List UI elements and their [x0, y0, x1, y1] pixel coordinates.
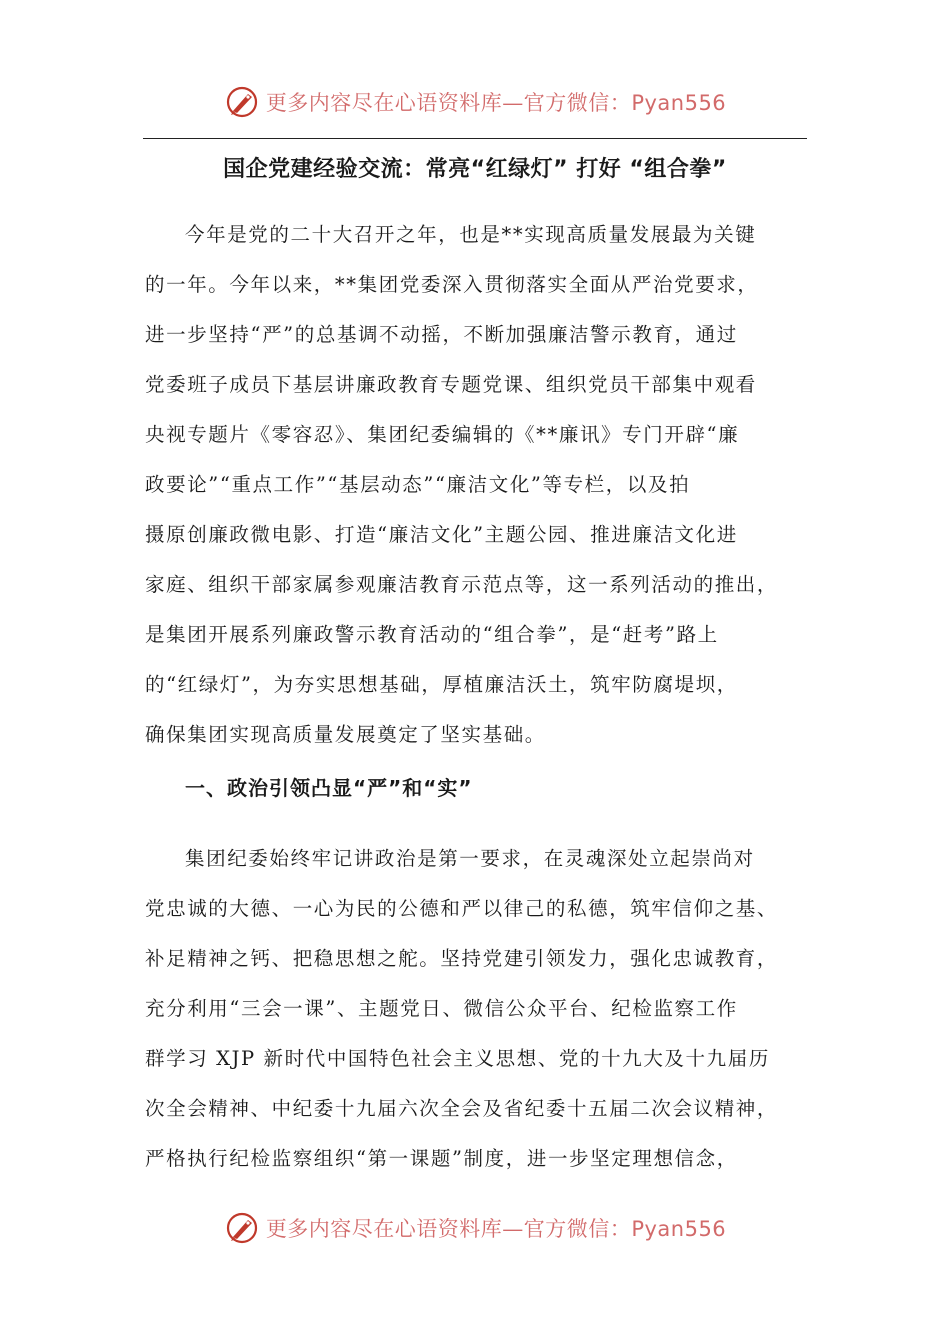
pen-nib-logo-icon: [224, 1210, 260, 1246]
paragraph-line: 次全会精神、中纪委十九届六次全会及省纪委十五届二次会议精神，: [145, 1097, 779, 1120]
paragraph-line: 群学习 XJP 新时代中国特色社会主义思想、党的十九大及十九届历: [145, 1047, 770, 1070]
watermark-text: 更多内容尽在心语资料库—官方微信：Pyan556: [265, 91, 727, 115]
paragraph-1: [145, 210, 825, 760]
document-title: 国企党建经验交流：常亮“红绿灯” 打好 “组合拳”: [223, 157, 727, 182]
paragraph-line: 进一步坚持“严”的总基调不动摇，不断加强廉洁警示教育，通过: [145, 323, 738, 346]
paragraph-line: 确保集团实现高质量发展奠定了坚实基础。: [145, 723, 546, 746]
paragraph-line: 集团纪委始终牢记讲政治是第一要求，在灵魂深处立起崇尚对: [185, 847, 755, 870]
paragraph-line: 充分利用“三会一课”、主题党日、微信公众平台、纪检监察工作: [145, 997, 738, 1020]
paragraph-line: 家庭、组织干部家属参观廉洁教育示范点等，这一系列活动的推出，: [145, 573, 779, 596]
paragraph-line: 补足精神之钙、把稳思想之舵。坚持党建引领发力，强化忠诚教育，: [145, 947, 779, 970]
footer-watermark: [0, 1208, 950, 1248]
paragraph-line: 党委班子成员下基层讲廉政教育专题党课、组织党员干部集中观看: [145, 373, 757, 396]
paragraph-2: [145, 834, 825, 1184]
watermark-wechat-id: Pyan556: [631, 1217, 727, 1241]
pen-nib-logo-icon: [224, 84, 260, 120]
paragraph-line: 今年是党的二十大召开之年，也是**实现高质量发展最为关键: [185, 223, 757, 246]
paragraph-line: 摄原创廉政微电影、打造“廉洁文化”主题公园、推进廉洁文化进: [145, 523, 738, 546]
watermark-wechat-id: Pyan556: [631, 91, 727, 115]
paragraph-line: 严格执行纪检监察组织“第一课题”制度，进一步坚定理想信念，: [145, 1147, 738, 1170]
paragraph-line: 政要论”“重点工作”“基层动态”“廉洁文化”等专栏，以及拍: [145, 473, 691, 496]
header-divider: [143, 138, 807, 139]
watermark-text: 更多内容尽在心语资料库—官方微信：Pyan556: [265, 1217, 727, 1241]
paragraph-line: 的一年。今年以来，**集团党委深入贯彻落实全面从严治党要求，: [145, 273, 759, 296]
paragraph-line: 央视专题片《零容忍》、集团纪委编辑的《**廉讯》专门开辟“廉: [145, 423, 740, 446]
paragraph-line: 党忠诚的大德、一心为民的公德和严以律己的私德，筑牢信仰之基、: [145, 897, 779, 920]
paragraph-line: 是集团开展系列廉政警示教育活动的“组合拳”，是“赶考”路上: [145, 623, 719, 646]
header-watermark: [0, 82, 950, 122]
section-heading: 一、政治引领凸显“严”和“实”: [185, 776, 473, 800]
paragraph-line: 的“红绿灯”，为夯实思想基础，厚植廉洁沃土，筑牢防腐堤坝，: [145, 673, 738, 696]
